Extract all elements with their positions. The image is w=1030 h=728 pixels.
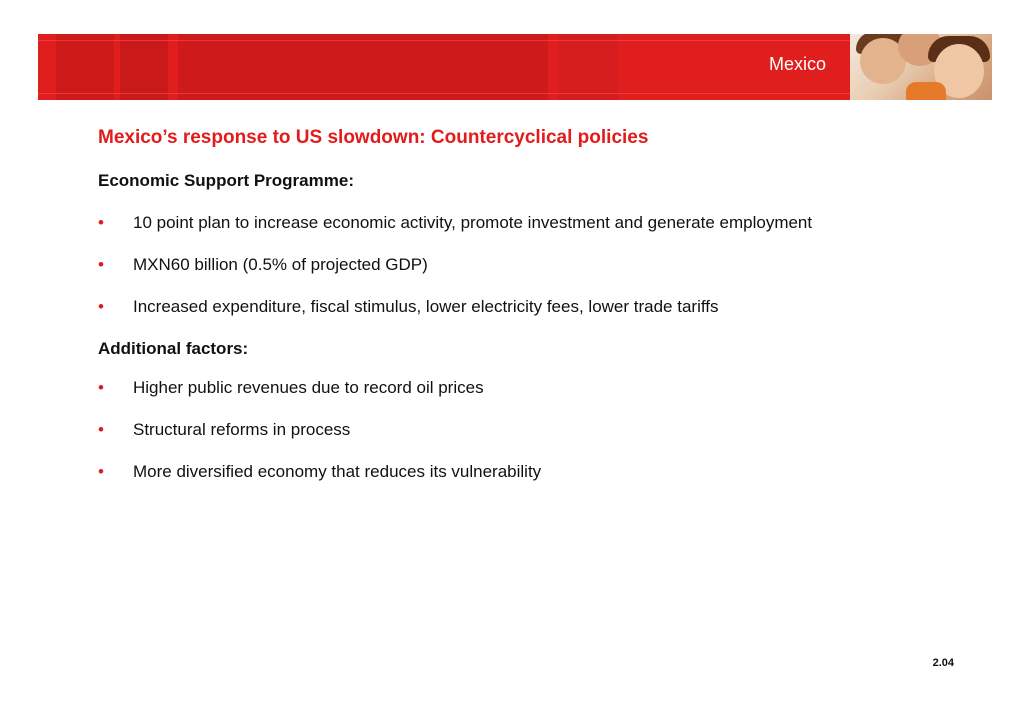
banner-line — [38, 93, 992, 94]
banner-stripe — [178, 34, 548, 100]
bullet-icon: • — [98, 462, 104, 481]
bullet-icon: • — [98, 378, 104, 397]
list-item-text: Structural reforms in process — [133, 420, 351, 439]
bullet-icon: • — [98, 255, 104, 274]
page-number: 2.04 — [932, 657, 954, 669]
banner-line — [38, 40, 992, 41]
section-heading: Economic Support Programme: — [98, 171, 354, 190]
list-item-text: MXN60 billion (0.5% of projected GDP) — [133, 255, 428, 274]
list-item-text: More diversified economy that reduces its vulnerability — [133, 462, 542, 481]
banner-stripe — [120, 34, 168, 100]
list-item-text: Higher public revenues due to record oil prices — [133, 378, 484, 397]
slide-title: Mexico’s response to US slowdown: Countercyclical policies — [98, 127, 649, 148]
list-item-text: 10 point plan to increase economic activity, promote investment and generate employment — [133, 213, 813, 232]
banner-title: Mexico — [768, 54, 826, 74]
bullet-icon: • — [98, 213, 104, 232]
section-heading: Additional factors: — [98, 339, 249, 358]
bullet-icon: • — [98, 420, 104, 439]
header-banner — [38, 34, 992, 100]
banner-stripe — [56, 34, 114, 100]
list-item-text: Increased expenditure, fiscal stimulus, lower electricity fees, lower trade tariffs — [133, 297, 719, 316]
banner-stripe — [558, 34, 618, 100]
family-photo-icon — [850, 34, 992, 100]
bullet-icon: • — [98, 297, 104, 316]
